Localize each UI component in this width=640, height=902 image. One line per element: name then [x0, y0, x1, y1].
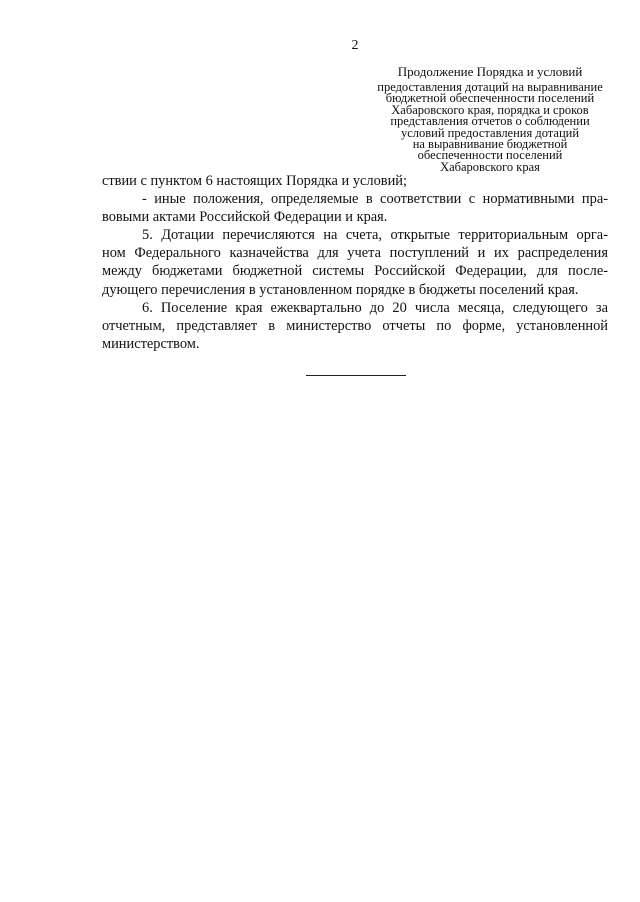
- text-line: ствии с пунктом 6 настоящих Порядка и условий;: [102, 173, 407, 189]
- paragraph-continuation: [102, 172, 608, 190]
- header-title: Продолжение Порядка и условий: [397, 64, 583, 79]
- continuation-header: [365, 64, 615, 173]
- header-line: Хабаровского края, порядка и сроков: [391, 102, 589, 117]
- page-number: 2: [351, 38, 359, 53]
- text-line: дующего перечисления в установленном порядке в бюджеты поселений края.: [102, 281, 579, 298]
- text-line: - иные положения, определяемые в соответствии с нормативными пра-: [142, 191, 608, 208]
- text-line: отчетным, представляет в министерство отчеты по форме, установленной: [102, 317, 608, 334]
- separator-line: [306, 375, 406, 376]
- paragraph-item-6: [102, 299, 608, 353]
- header-line: на выравнивание бюджетной: [412, 137, 568, 152]
- paragraph-item-5: [102, 226, 608, 298]
- paragraph-other-provisions: [102, 190, 608, 226]
- text-line: вовыми актами Российской Федерации и края.: [102, 209, 388, 226]
- text-line: 5. Дотации перечисляются на счета, открытые территориальным орга-: [142, 227, 608, 244]
- header-line: обеспеченности поселений: [417, 148, 563, 163]
- text-line: 6. Поселение края ежеквартально до 20 числа месяца, следующего за: [142, 299, 608, 316]
- header-line: представления отчетов о соблюдении: [390, 114, 590, 129]
- header-line: предоставления дотаций на выравнивание: [377, 80, 603, 94]
- header-line: бюджетной обеспеченности поселений: [385, 91, 595, 106]
- text-line: ном Федерального казначейства для учета поступлений и их распределения: [102, 245, 608, 262]
- text-line: между бюджетами бюджетной системы Российской Федерации, для после-: [102, 263, 608, 280]
- header-line: условий предоставления дотаций: [400, 125, 580, 140]
- document-body: [102, 172, 608, 353]
- header-line: Хабаровского края: [440, 159, 540, 174]
- text-line: министерством.: [102, 335, 200, 352]
